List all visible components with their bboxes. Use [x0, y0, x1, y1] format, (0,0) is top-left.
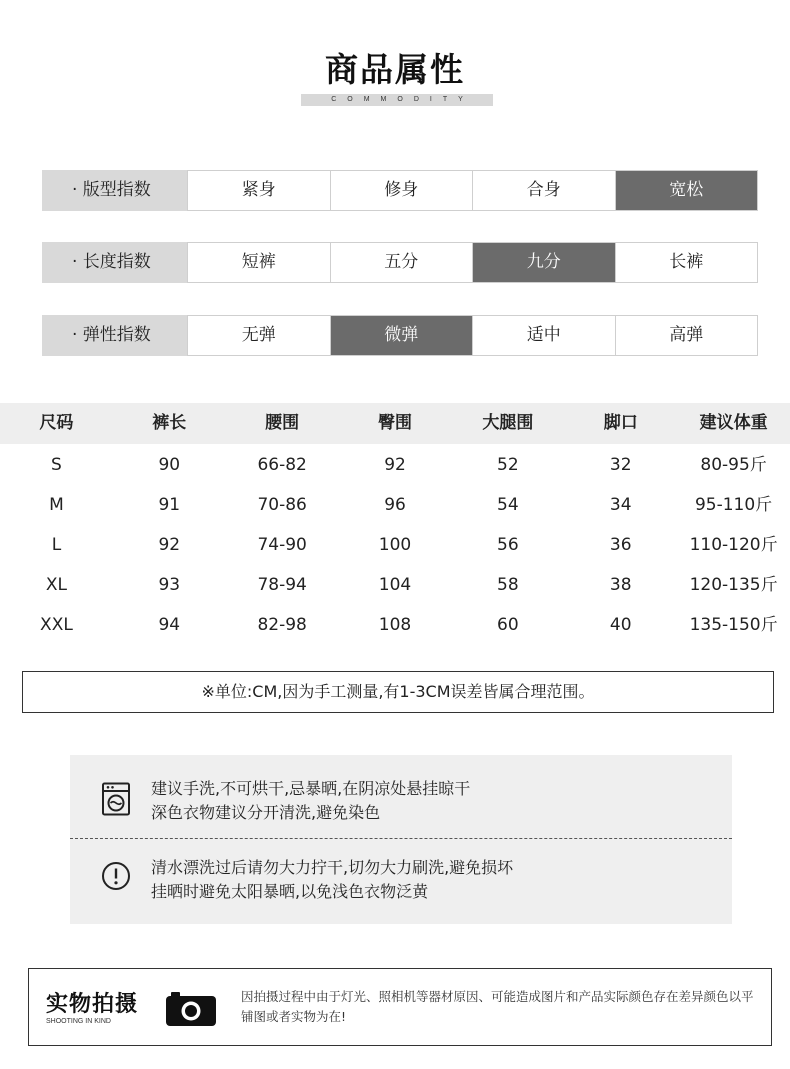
table-cell: 92	[384, 455, 406, 475]
page-title: 商品属性	[325, 50, 465, 89]
photo-disclaimer-text: 因拍摄过程中由于灯光、照相机等器材原因、可能造成图片和产品实际颜色存在差异颜色以平铺图或者实物为在!	[241, 989, 754, 1024]
attribute-option: 合身	[472, 171, 615, 210]
table-cell: 110-120斤	[689, 535, 778, 555]
attribute-option: 适中	[472, 316, 615, 355]
care-item	[70, 777, 732, 837]
header-cell: 尺码	[39, 413, 74, 433]
table-cell: 36	[609, 535, 632, 555]
care-instructions	[70, 755, 732, 924]
page-subtitle: COMMODITY	[301, 94, 493, 106]
table-cell: 93	[158, 575, 181, 595]
table-cell: XXL	[40, 615, 73, 635]
table-cell: 100	[378, 535, 412, 555]
table-row	[0, 564, 790, 604]
care-text: 建议手洗,不可烘干,忌暴晒,在阴凉处悬挂晾干	[151, 779, 471, 798]
attribute-option: 长裤	[615, 243, 758, 282]
table-cell: 108	[378, 615, 412, 635]
table-row	[0, 604, 790, 644]
attribute-option: 宽松	[615, 171, 758, 210]
table-cell: 80-95斤	[700, 455, 767, 475]
header-cell: 脚口	[603, 413, 638, 433]
table-cell: 78-94	[257, 575, 307, 595]
table-cell: XL	[45, 575, 67, 595]
table-cell: 91	[158, 495, 181, 515]
table-cell: 90	[158, 455, 181, 475]
care-text: 深色衣物建议分开清洗,避免染色	[151, 803, 381, 822]
table-cell: 38	[609, 575, 632, 595]
attribute-option: 修身	[330, 171, 473, 210]
table-row	[0, 444, 790, 484]
photo-title: 实物拍摄	[46, 992, 139, 1017]
measurement-note: ※单位:CM,因为手工测量,有1-3CM误差皆属合理范围。	[22, 671, 774, 713]
attribute-label: · 长度指数	[42, 242, 187, 283]
table-cell: 52	[497, 455, 519, 475]
camera-icon	[165, 989, 217, 1027]
care-text: 挂晒时避免太阳暴晒,以免浅色衣物泛黄	[151, 882, 429, 901]
table-cell: 92	[158, 535, 181, 555]
table-cell: 40	[609, 615, 632, 635]
attribute-option: 无弹	[187, 316, 330, 355]
photo-disclaimer	[28, 968, 772, 1046]
attribute-row-length	[42, 242, 758, 283]
dashed-divider	[70, 838, 732, 839]
attribute-option: 高弹	[615, 316, 758, 355]
photo-subtitle: SHOOTING IN KIND	[46, 1018, 111, 1025]
header-cell: 大腿围	[482, 413, 534, 433]
header-cell: 腰围	[265, 413, 300, 433]
attribute-option: 短裤	[187, 243, 330, 282]
table-cell: 58	[497, 575, 519, 595]
table-row	[0, 484, 790, 524]
care-text: 清水漂洗过后请勿大力拧干,切勿大力刷洗,避免损坏	[151, 858, 514, 877]
care-item	[70, 856, 732, 916]
table-cell: 60	[497, 615, 519, 635]
size-table-header	[0, 403, 790, 444]
table-cell: 74-90	[257, 535, 307, 555]
header-cell: 建议体重	[699, 413, 768, 433]
header-cell: 裤长	[152, 413, 187, 433]
table-cell: 56	[497, 535, 519, 555]
table-cell: 66-82	[257, 455, 307, 475]
table-cell: 120-135斤	[689, 575, 778, 595]
table-cell: 32	[609, 455, 632, 475]
attribute-label: · 版型指数	[42, 170, 187, 211]
table-cell: 34	[609, 495, 632, 515]
table-cell: 82-98	[257, 615, 307, 635]
table-cell: 96	[384, 495, 406, 515]
table-cell: L	[51, 535, 62, 555]
attribute-label: · 弹性指数	[42, 315, 187, 356]
table-cell: S	[51, 455, 62, 475]
attribute-row-elasticity	[42, 315, 758, 356]
header-cell: 臀围	[378, 413, 412, 433]
table-cell: 94	[158, 615, 181, 635]
exclamation-icon	[101, 861, 131, 895]
attribute-option: 九分	[472, 243, 615, 282]
attribute-option: 微弹	[330, 316, 473, 355]
table-cell: 135-150斤	[689, 615, 778, 635]
attribute-option: 紧身	[187, 171, 330, 210]
table-cell: 70-86	[257, 495, 307, 515]
table-cell: 54	[497, 495, 519, 515]
attribute-option: 五分	[330, 243, 473, 282]
table-cell: M	[49, 495, 64, 515]
size-table	[0, 403, 790, 644]
table-cell: 104	[378, 575, 412, 595]
attribute-row-fit	[42, 170, 758, 211]
table-cell: 95-110斤	[694, 495, 773, 515]
washing-machine-icon	[101, 782, 131, 816]
table-row	[0, 524, 790, 564]
